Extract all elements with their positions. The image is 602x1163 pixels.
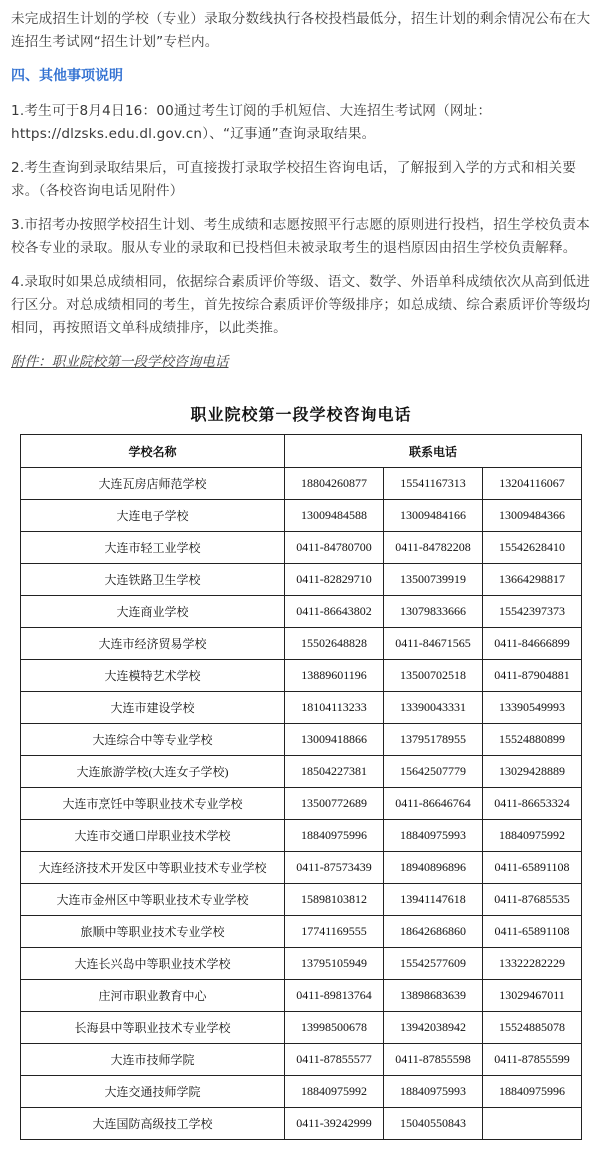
- phone-cell: 13390043331: [384, 692, 483, 724]
- phone-cell: 0411-84782208: [384, 532, 483, 564]
- school-name-cell: 大连旅游学校(大连女子学校): [21, 756, 285, 788]
- table-row: [21, 948, 582, 980]
- phone-cell: 15541167313: [384, 468, 483, 500]
- phone-cell: 18504227381: [285, 756, 384, 788]
- phone-cell: 0411-87685535: [483, 884, 582, 916]
- table-row: [21, 756, 582, 788]
- table-row: [21, 916, 582, 948]
- phone-cell: 13029428889: [483, 756, 582, 788]
- phone-cell: 0411-84666899: [483, 628, 582, 660]
- phone-cell: 15040550843: [384, 1108, 483, 1140]
- table-row: [21, 1012, 582, 1044]
- table-row: [21, 532, 582, 564]
- school-name-cell: 大连模特艺术学校: [21, 660, 285, 692]
- phone-cell: 13500739919: [384, 564, 483, 596]
- phone-cell: 13898683639: [384, 980, 483, 1012]
- phone-cell: 13889601196: [285, 660, 384, 692]
- note-item-1: 1.考生可于8月4日16：00通过考生订阅的手机短信、大连招生考试网（网址：https://dlzsks.edu.dl.gov.cn）、“辽事通”查询录取结果。: [11, 103, 492, 142]
- table-row: [21, 980, 582, 1012]
- phone-cell: 0411-87855598: [384, 1044, 483, 1076]
- phone-cell: 13500702518: [384, 660, 483, 692]
- phone-cell: 15542628410: [483, 532, 582, 564]
- phone-cell: 18840975996: [483, 1076, 582, 1108]
- phone-cell: 0411-84671565: [384, 628, 483, 660]
- phone-cell: 15524885078: [483, 1012, 582, 1044]
- phone-cell: 18804260877: [285, 468, 384, 500]
- school-name-cell: 大连交通技师学院: [21, 1076, 285, 1108]
- phone-cell: 0411-87573439: [285, 852, 384, 884]
- phone-cell: 0411-39242999: [285, 1108, 384, 1140]
- table-row: [21, 788, 582, 820]
- table-row: [21, 1108, 582, 1140]
- table-row: [21, 692, 582, 724]
- phone-cell: 13029467011: [483, 980, 582, 1012]
- table-row: [21, 564, 582, 596]
- phone-cell: 17741169555: [285, 916, 384, 948]
- phone-cell: 18840975992: [483, 820, 582, 852]
- school-name-cell: 大连市交通口岸职业技术学校: [21, 820, 285, 852]
- phone-cell: 13664298817: [483, 564, 582, 596]
- school-name-cell: 长海县中等职业技术专业学校: [21, 1012, 285, 1044]
- school-name-cell: 大连市经济贸易学校: [21, 628, 285, 660]
- school-name-cell: 大连铁路卫生学校: [21, 564, 285, 596]
- school-name-cell: 大连市烹饪中等职业技术专业学校: [21, 788, 285, 820]
- school-name-cell: 旅顺中等职业技术专业学校: [21, 916, 285, 948]
- section-heading: 四、其他事项说明: [11, 68, 123, 84]
- phone-cell: 18840975993: [384, 1076, 483, 1108]
- phone-cell: 13998500678: [285, 1012, 384, 1044]
- phone-cell: 13795178955: [384, 724, 483, 756]
- phone-cell: 15542397373: [483, 596, 582, 628]
- table-row: [21, 500, 582, 532]
- school-name-cell: 大连市轻工业学校: [21, 532, 285, 564]
- table-row: [21, 596, 582, 628]
- phone-cell: 0411-86653324: [483, 788, 582, 820]
- phone-cell: 13009418866: [285, 724, 384, 756]
- table-row: [21, 724, 582, 756]
- school-name-cell: 大连市技师学院: [21, 1044, 285, 1076]
- school-name-cell: 大连市金州区中等职业技术专业学校: [21, 884, 285, 916]
- school-name-cell: 大连市建设学校: [21, 692, 285, 724]
- phone-cell: 13941147618: [384, 884, 483, 916]
- phone-cell: 13009484366: [483, 500, 582, 532]
- table-row: [21, 1044, 582, 1076]
- school-name-cell: 大连长兴岛中等职业技术学校: [21, 948, 285, 980]
- phone-cell: 0411-86646764: [384, 788, 483, 820]
- note-item-3: 3.市招考办按照学校招生计划、考生成绩和志愿按照平行志愿的原则进行投档，招生学校负责本校各专业的录取。服从专业的录取和已投档但未被录取考生的退档原因由招生学校负责解释。: [11, 217, 590, 256]
- phone-cell: 13390549993: [483, 692, 582, 724]
- note-item-2: 2.考生查询到录取结果后，可直接拨打录取学校招生咨询电话，了解报到入学的方式和相关要求。（各校咨询电话见附件）: [11, 160, 577, 199]
- table-row: [21, 820, 582, 852]
- table-row: [21, 468, 582, 500]
- phone-cell: [483, 1108, 582, 1140]
- header-contact-phone: 联系电话: [285, 435, 582, 468]
- table-body: [21, 468, 582, 1140]
- table-row: [21, 660, 582, 692]
- phone-cell: 13009484588: [285, 500, 384, 532]
- contact-table: [20, 434, 582, 1140]
- phone-cell: 0411-65891108: [483, 852, 582, 884]
- header-school-name: 学校名称: [21, 435, 285, 468]
- phone-cell: 13500772689: [285, 788, 384, 820]
- phone-cell: 15524880899: [483, 724, 582, 756]
- table-row: [21, 1076, 582, 1108]
- phone-cell: 18940896896: [384, 852, 483, 884]
- school-name-cell: 大连商业学校: [21, 596, 285, 628]
- table-row: [21, 628, 582, 660]
- phone-cell: 0411-87855577: [285, 1044, 384, 1076]
- phone-cell: 0411-87904881: [483, 660, 582, 692]
- school-name-cell: 庄河市职业教育中心: [21, 980, 285, 1012]
- table-header-row: [21, 435, 582, 468]
- phone-cell: 15898103812: [285, 884, 384, 916]
- phone-cell: 0411-89813764: [285, 980, 384, 1012]
- phone-cell: 13942038942: [384, 1012, 483, 1044]
- table-row: [21, 852, 582, 884]
- school-name-cell: 大连电子学校: [21, 500, 285, 532]
- phone-cell: 15542577609: [384, 948, 483, 980]
- annex-link[interactable]: 附件：职业院校第一段学校咨询电话: [11, 354, 229, 370]
- school-name-cell: 大连经济技术开发区中等职业技术专业学校: [21, 852, 285, 884]
- intro-paragraph: 未完成招生计划的学校（专业）录取分数线执行各校投档最低分，招生计划的剩余情况公布在大连招生考试网“招生计划”专栏内。: [11, 11, 591, 50]
- school-name-cell: 大连瓦房店师范学校: [21, 468, 285, 500]
- phone-cell: 0411-87855599: [483, 1044, 582, 1076]
- phone-cell: 18840975992: [285, 1076, 384, 1108]
- phone-cell: 13204116067: [483, 468, 582, 500]
- table-row: [21, 884, 582, 916]
- phone-cell: 0411-86643802: [285, 596, 384, 628]
- article-body: [11, 8, 595, 374]
- phone-cell: 18840975996: [285, 820, 384, 852]
- phone-cell: 0411-82829710: [285, 564, 384, 596]
- phone-cell: 18840975993: [384, 820, 483, 852]
- phone-cell: 13009484166: [384, 500, 483, 532]
- phone-cell: 13795105949: [285, 948, 384, 980]
- school-name-cell: 大连综合中等专业学校: [21, 724, 285, 756]
- phone-cell: 18104113233: [285, 692, 384, 724]
- phone-cell: 15642507779: [384, 756, 483, 788]
- phone-cell: 13322282229: [483, 948, 582, 980]
- phone-cell: 0411-84780700: [285, 532, 384, 564]
- phone-cell: 13079833666: [384, 596, 483, 628]
- phone-cell: 15502648828: [285, 628, 384, 660]
- school-name-cell: 大连国防高级技工学校: [21, 1108, 285, 1140]
- phone-cell: 0411-65891108: [483, 916, 582, 948]
- phone-cell: 18642686860: [384, 916, 483, 948]
- note-item-4: 4.录取时如果总成绩相同，依据综合素质评价等级、语文、数学、外语单科成绩依次从高到低进行区分。对总成绩相同的考生，首先按综合素质评价等级排序；如总成绩、综合素质评价等级均相同，再按照语文单科成绩排序，以此类推。: [11, 274, 591, 336]
- table-title: 职业院校第一段学校咨询电话: [190, 405, 412, 424]
